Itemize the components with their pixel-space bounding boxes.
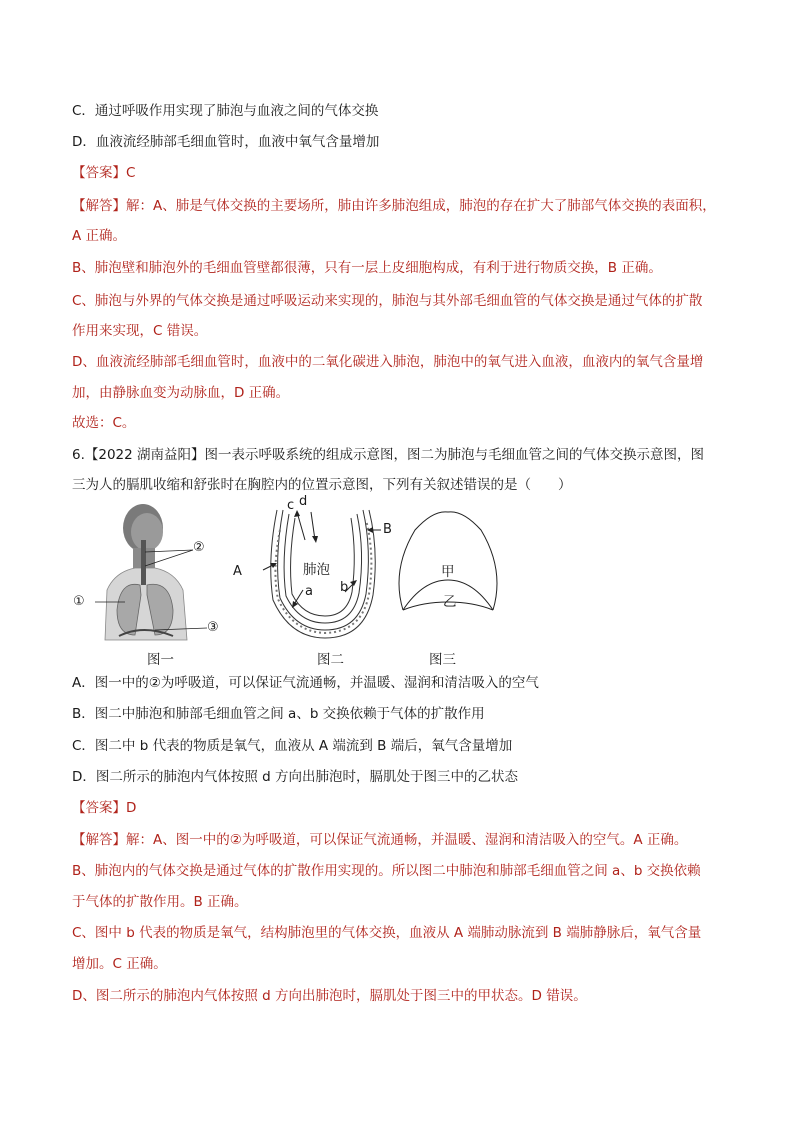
analysis-1-line-3: B、肺泡壁和肺泡外的毛细血管壁都很薄，只有一层上皮细胞构成，有利于进行物质交换，B 正确。 bbox=[72, 260, 662, 276]
answer-label: 【答案】 bbox=[72, 800, 126, 816]
analysis-1-choice: 故选：C。 bbox=[72, 415, 136, 431]
figure-1-caption: 图一 bbox=[147, 652, 174, 668]
figure-3-label-bottom: 乙 bbox=[443, 594, 457, 610]
figure-3-label-top: 甲 bbox=[441, 564, 455, 580]
analysis-2-line-3: 于气体的扩散作用。B 正确。 bbox=[72, 894, 248, 910]
figure-row bbox=[73, 494, 515, 670]
question-6-option-c: C．图二中 b 代表的物质是氧气，血液从 A 端流到 B 端后，氧气含量增加 bbox=[72, 738, 513, 754]
prev-option-d: D．血液流经肺部毛细血管时，血液中氧气含量增加 bbox=[72, 134, 380, 150]
prev-option-c: C．通过呼吸作用实现了肺泡与血液之间的气体交换 bbox=[72, 103, 379, 119]
figure-2-center-label: 肺泡 bbox=[303, 562, 330, 578]
answer-value: C bbox=[126, 165, 136, 181]
figure-2-label-c: c bbox=[287, 498, 295, 513]
analysis-1-line-5: 作用来实现，C 错误。 bbox=[72, 323, 208, 339]
analysis-2-line-6: D、图二所示的肺泡内气体按照 d 方向出肺泡时，膈肌处于图三中的甲状态。D 错误。 bbox=[72, 988, 587, 1004]
question-6-option-a: A．图一中的②为呼吸道，可以保证气流通畅，并温暖、湿润和清洁吸入的空气 bbox=[72, 675, 539, 691]
analysis-2-line-4: C、图中 b 代表的物质是氧气，结构肺泡里的气体交换，血液从 A 端肺动脉流到 B 端肺静脉后，氧气含量 bbox=[72, 925, 702, 941]
question-6-option-b: B．图二中肺泡和肺部毛细血管之间 a、b 交换依赖于气体的扩散作用 bbox=[72, 706, 485, 722]
analysis-label: 【解答】 bbox=[72, 198, 126, 214]
question-6-line-1: 6.【2022 湖南益阳】图一表示呼吸系统的组成示意图，图二为肺泡与毛细血管之间的气体交换示意图，图 bbox=[72, 447, 705, 463]
figure-2-caption: 图二 bbox=[317, 652, 344, 668]
analysis-2-line-1: 【解答】解：A、图一中的②为呼吸道，可以保证气流通畅，并温暖、湿润和清洁吸入的空气。A 正确。 bbox=[72, 832, 688, 848]
figure-2-label-B: B bbox=[383, 522, 392, 537]
analysis-label: 【解答】 bbox=[72, 832, 126, 848]
figure-1-label-3: ③ bbox=[207, 620, 219, 635]
figure-1-label-1: ① bbox=[73, 594, 85, 609]
analysis-1-line-7: 加，由静脉血变为动脉血，D 正确。 bbox=[72, 385, 290, 401]
answer-2 bbox=[72, 798, 727, 818]
analysis-1-line-4: C、肺泡与外界的气体交换是通过呼吸运动来实现的，肺泡与其外部毛细血管的气体交换是通过气体的扩散 bbox=[72, 293, 703, 309]
answer-1 bbox=[72, 163, 727, 183]
figure-2-label-b: b bbox=[340, 580, 349, 595]
figure-3-caption: 图三 bbox=[429, 652, 456, 668]
figure-2-label-d: d bbox=[299, 494, 308, 509]
question-6-line-2: 三为人的膈肌收缩和舒张时在胸腔内的位置示意图，下列有关叙述错误的是（ ） bbox=[72, 477, 572, 493]
analysis-2-line-5: 增加。C 正确。 bbox=[72, 956, 167, 972]
answer-label: 【答案】 bbox=[72, 165, 126, 181]
question-6-option-d: D．图二所示的肺泡内气体按照 d 方向出肺泡时，膈肌处于图三中的乙状态 bbox=[72, 769, 519, 785]
figure-2-label-A: A bbox=[233, 564, 242, 579]
analysis-2-line-2: B、肺泡内的气体交换是通过气体的扩散作用实现的。所以图二中肺泡和肺部毛细血管之间 a、b 交换依赖 bbox=[72, 863, 701, 879]
analysis-1-line-2: A 正确。 bbox=[72, 228, 127, 244]
analysis-1-line-6: D、血液流经肺部毛细血管时，血液中的二氧化碳进入肺泡，肺泡中的氧气进入血液，血液内的氧气含量增 bbox=[72, 354, 704, 370]
figure-2-label-a: a bbox=[305, 584, 313, 599]
answer-value: D bbox=[126, 800, 137, 816]
figure-1-label-2: ② bbox=[193, 540, 205, 555]
analysis-1-line-1: 【解答】解：A、肺是气体交换的主要场所，肺由许多肺泡组成，肺泡的存在扩大了肺部气体交换的表面积， bbox=[72, 198, 716, 214]
